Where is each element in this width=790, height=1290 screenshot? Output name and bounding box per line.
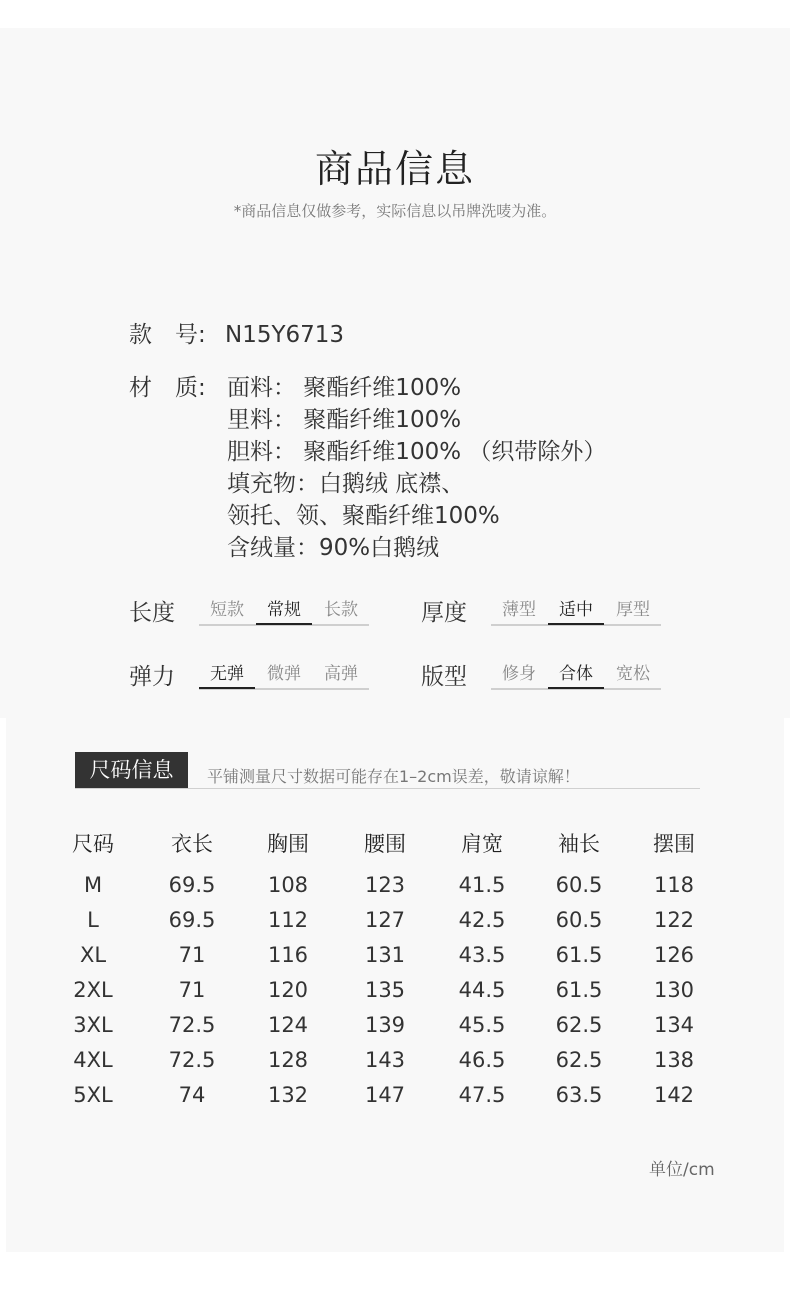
table-cell: 126 <box>653 943 695 967</box>
table-cell: 62.5 <box>555 1048 603 1072</box>
attribute-options <box>491 658 661 690</box>
option-fitted: 合体 <box>548 659 604 689</box>
material-label: 材 质: <box>129 375 206 401</box>
attribute-options <box>199 594 369 626</box>
option-thin: 薄型 <box>502 600 536 620</box>
table-cell: 135 <box>364 978 406 1002</box>
material-line: 含绒量：90%白鹅绒 <box>227 535 440 561</box>
material-line: 领托、领、聚酯纤维100% <box>227 503 500 529</box>
option-loose: 宽松 <box>616 664 650 684</box>
table-cell: 123 <box>364 873 406 897</box>
table-cell: 71 <box>178 943 206 967</box>
style-number-row <box>129 316 344 349</box>
table-cell: L <box>87 908 99 932</box>
table-cell: 138 <box>653 1048 695 1072</box>
table-cell: 130 <box>653 978 695 1002</box>
table-cell: 108 <box>267 873 309 897</box>
attribute-name: 版型 <box>421 664 467 690</box>
page-subtitle: *商品信息仅做参考，实际信息以吊牌洗唛为准。 <box>233 202 557 220</box>
table-cell: 69.5 <box>168 873 216 897</box>
header-cell: 肩宽 <box>461 832 503 856</box>
table-cell: 44.5 <box>458 978 506 1002</box>
header-cell: 胸围 <box>267 832 309 856</box>
size-info-note: 平铺测量尺寸数据可能存在1–2cm误差，敬请谅解！ <box>207 767 580 786</box>
attribute-name: 弹力 <box>129 664 175 690</box>
table-cell: 45.5 <box>458 1013 506 1037</box>
table-cell: 72.5 <box>168 1048 216 1072</box>
table-cell: 60.5 <box>555 908 603 932</box>
divider <box>75 788 700 789</box>
size-info-heading: 尺码信息 <box>75 752 188 789</box>
table-cell: XL <box>79 943 107 967</box>
table-cell: 74 <box>178 1083 206 1107</box>
table-cell: 47.5 <box>458 1083 506 1107</box>
header-cell: 衣长 <box>171 832 213 856</box>
table-cell: 60.5 <box>555 873 603 897</box>
table-cell: 46.5 <box>458 1048 506 1072</box>
table-cell: 61.5 <box>555 943 603 967</box>
table-cell: 147 <box>364 1083 406 1107</box>
table-cell: 2XL <box>73 978 113 1002</box>
material-line: 面料： 聚酯纤维100% <box>227 375 462 401</box>
option-regular: 常规 <box>256 595 312 625</box>
table-cell: 122 <box>653 908 695 932</box>
header-cell: 尺码 <box>72 832 114 856</box>
option-thick: 厚型 <box>616 600 650 620</box>
table-cell: 134 <box>653 1013 695 1037</box>
table-cell: 71 <box>178 978 206 1002</box>
table-cell: 42.5 <box>458 908 506 932</box>
table-cell: 118 <box>653 873 695 897</box>
table-cell: 139 <box>364 1013 406 1037</box>
style-number-value: N15Y6713 <box>225 322 345 348</box>
unit-label: 单位/cm <box>649 1160 715 1180</box>
attribute-name: 长度 <box>129 600 175 626</box>
table-cell: 142 <box>653 1083 695 1107</box>
table-cell: 41.5 <box>458 873 506 897</box>
table-cell: 120 <box>267 978 309 1002</box>
table-cell: 43.5 <box>458 943 506 967</box>
option-short: 短款 <box>210 600 244 620</box>
material-line: 胆料： 聚酯纤维100% （织带除外） <box>227 439 607 465</box>
table-cell: 132 <box>267 1083 309 1107</box>
table-cell: 4XL <box>73 1048 113 1072</box>
option-medium: 适中 <box>548 595 604 625</box>
table-cell: 128 <box>267 1048 309 1072</box>
option-slight-stretch: 微弹 <box>267 664 301 684</box>
table-cell: 62.5 <box>555 1013 603 1037</box>
material-line: 填充物：白鹅绒 底襟、 <box>227 471 465 497</box>
option-long: 长款 <box>324 600 358 620</box>
option-no-stretch: 无弹 <box>199 659 255 689</box>
header-cell: 摆围 <box>653 832 695 856</box>
table-cell: 131 <box>364 943 406 967</box>
table-cell: M <box>83 873 103 897</box>
attribute-name: 厚度 <box>421 600 467 626</box>
table-cell: 72.5 <box>168 1013 216 1037</box>
table-cell: 63.5 <box>555 1083 603 1107</box>
table-cell: 127 <box>364 908 406 932</box>
table-cell: 112 <box>267 908 309 932</box>
option-slim: 修身 <box>502 664 536 684</box>
table-cell: 143 <box>364 1048 406 1072</box>
material-line: 里料： 聚酯纤维100% <box>227 407 462 433</box>
table-cell: 124 <box>267 1013 309 1037</box>
table-cell: 5XL <box>73 1083 113 1107</box>
option-high-stretch: 高弹 <box>324 664 358 684</box>
page-title: 商品信息 <box>314 147 475 191</box>
header-cell: 袖长 <box>558 832 600 856</box>
header-cell: 腰围 <box>364 832 406 856</box>
attribute-options <box>199 658 369 690</box>
table-cell: 69.5 <box>168 908 216 932</box>
table-cell: 116 <box>267 943 309 967</box>
table-cell: 3XL <box>73 1013 113 1037</box>
attribute-options <box>491 594 661 626</box>
style-number-label: 款 号: <box>129 322 206 348</box>
table-cell: 61.5 <box>555 978 603 1002</box>
